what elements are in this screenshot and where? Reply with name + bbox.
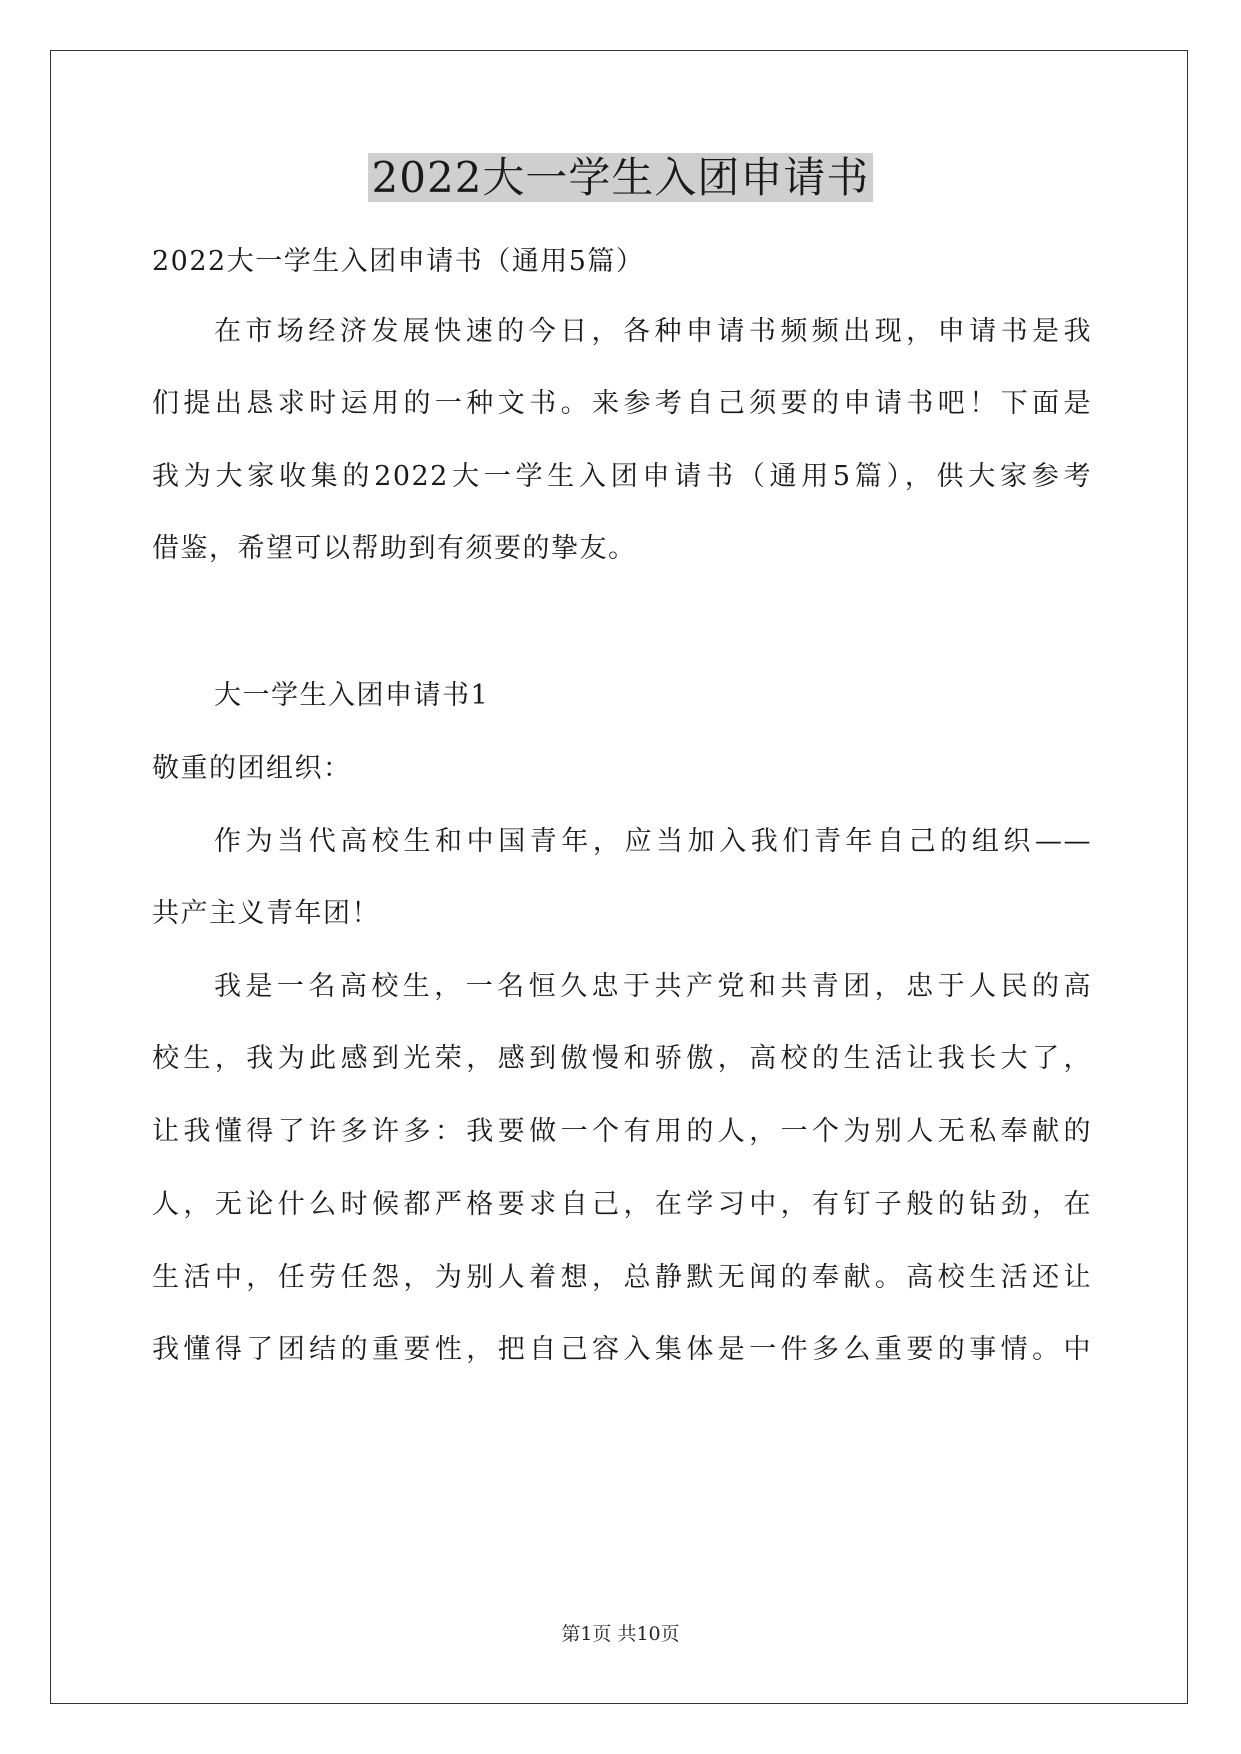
paragraph-line: 作为当代高校生和中国青年，应当加入我们青年自己的组织—— bbox=[214, 826, 1092, 857]
paragraph-line: 让我懂得了许多许多：我要做一个有用的人，一个为别人无私奉献的 bbox=[152, 1116, 1092, 1147]
document-title-text: 2022大一学生入团申请书 bbox=[368, 153, 874, 202]
paragraph-line: 我懂得了团结的重要性，把自己容入集体是一件多么重要的事情。中 bbox=[152, 1334, 1092, 1365]
paragraph-line: 我是一名高校生，一名恒久忠于共产党和共青团，忠于人民的高 bbox=[214, 971, 1092, 1002]
paragraph-line: 校生，我为此感到光荣，感到傲慢和骄傲，高校的生活让我长大了， bbox=[152, 1043, 1092, 1074]
intro-line: 我为大家收集的2022大一学生入团申请书（通用5篇），供大家参考 bbox=[152, 461, 1092, 492]
paragraph-line: 共产主义青年团！ bbox=[152, 898, 380, 929]
page-number-footer: 第1页 共10页 bbox=[561, 1623, 680, 1645]
paragraph-line: 生活中，任劳任怨，为别人着想，总静默无闻的奉献。高校生活还让 bbox=[152, 1262, 1092, 1293]
document-title bbox=[0, 148, 1241, 208]
salutation: 敬重的团组织： bbox=[152, 753, 352, 784]
intro-line: 借鉴，希望可以帮助到有须要的挚友。 bbox=[152, 533, 637, 564]
paragraph-line: 人，无论什么时候都严格要求自己，在学习中，有钉子般的钻劲，在 bbox=[152, 1189, 1092, 1220]
document-subtitle: 2022大一学生入团申请书（通用5篇） bbox=[152, 246, 645, 277]
intro-line: 在市场经济发展快速的今日，各种申请书频频出现，申请书是我 bbox=[214, 316, 1092, 347]
intro-line: 们提出恳求时运用的一种文书。来参考自己须要的申请书吧！下面是 bbox=[152, 388, 1092, 419]
section-heading: 大一学生入团申请书1 bbox=[214, 680, 490, 711]
page-border bbox=[50, 50, 1188, 1704]
